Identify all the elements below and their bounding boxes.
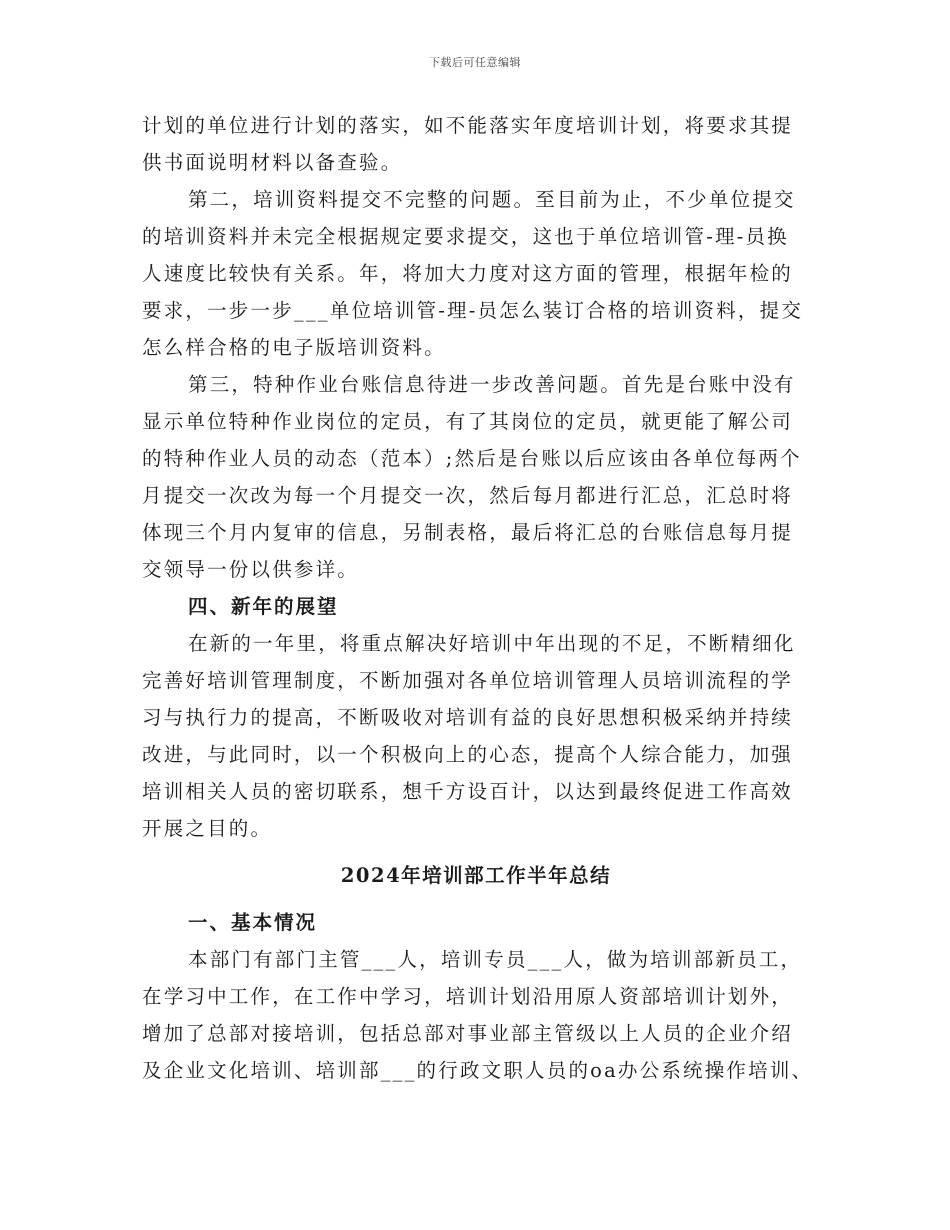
paragraph-plan-continuation: [142, 107, 810, 181]
text-line: 显示单位特种作业岗位的定员，有了其岗位的定员，就更能了解公司: [142, 410, 794, 433]
text-line: 供书面说明材料以备查验。: [142, 151, 403, 174]
section-heading-basic-situation: 一、基本情况: [188, 911, 318, 934]
section-heading-outlook: 四、新年的展望: [188, 595, 339, 618]
text-line: 怎么样合格的电子版培训资料。: [142, 336, 446, 359]
text-line: 在新的一年里，将重点解决好培训中年出现的不足，不断精细化: [188, 632, 796, 655]
paragraph-outlook: [142, 625, 810, 847]
text-line: 体现三个月内复审的信息，另制表格，最后将汇总的台账信息每月提: [142, 521, 794, 544]
text-line: 在学习中工作，在工作中学习，培训计划沿用原人资部培训计划外，: [142, 985, 794, 1008]
paragraph-third-issue: [142, 366, 810, 588]
text-line: 培训相关人员的密切联系，想千方设百计，以达到最终促进工作高效: [142, 780, 794, 803]
text-line: 交领导一份以供参详。: [142, 558, 360, 581]
text-line: 增加了总部对接培训，包括总部对事业部主管级以上人员的企业介绍: [142, 1022, 794, 1045]
text-line: 第三，特种作业台账信息待进一步改善问题。首先是台账中没有: [188, 373, 796, 396]
document-title: 2024年培训部工作半年总结: [340, 864, 612, 887]
text-line: 的特种作业人员的动态（范本）;然后是台账以后应该由各单位每两个: [142, 447, 802, 470]
text-line: 习与执行力的提高，不断吸收对培训有益的良好思想积极采纳并持续: [142, 706, 794, 729]
text-line: 人速度比较快有关系。年，将加大力度对这方面的管理，根据年检的: [142, 262, 794, 285]
paragraph-basic-situation: [142, 941, 814, 1089]
page-header-note: 下载后可任意编辑: [429, 56, 521, 69]
text-line: 完善好培训管理制度，不断加强对各单位培训管理人员培训流程的学: [142, 669, 794, 692]
document-body: [142, 107, 814, 1089]
text-line: 改进，与此同时，以一个积极向上的心态，提高个人综合能力，加强: [142, 743, 794, 766]
text-line: 的培训资料并未完全根据规定要求提交，这也于单位培训管-理-员换: [142, 225, 789, 248]
text-line: 月提交一次改为每一个月提交一次，然后每月都进行汇总，汇总时将: [142, 484, 794, 507]
text-line: 计划的单位进行计划的落实，如不能落实年度培训计划，将要求其提: [142, 114, 794, 137]
paragraph-second-issue: [142, 181, 810, 366]
text-line: 开展之目的。: [142, 817, 273, 840]
text-line: 本部门有部门主管___人，培训专员___人，做为培训部新员工，: [188, 948, 803, 971]
text-line: 第二，培训资料提交不完整的问题。至目前为止，不少单位提交: [188, 188, 796, 211]
text-line: 及企业文化培训、培训部___的行政文职人员的oa办公系统操作培训、: [142, 1059, 814, 1082]
text-line: 要求，一步一步___单位培训管-理-员怎么装订合格的培训资料，提交: [142, 299, 804, 322]
